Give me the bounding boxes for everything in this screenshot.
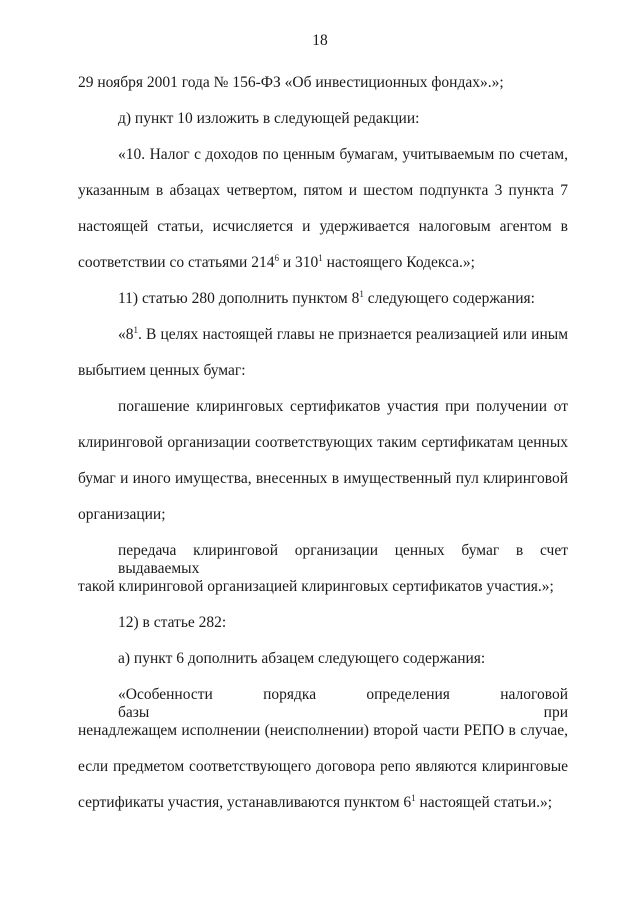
superscript: 1: [359, 289, 364, 299]
text-line: настоящей статьи, исчисляется и удерживается налоговым агентом в: [78, 218, 568, 235]
text-line: погашение клиринговых сертификатов участия при получении от: [118, 398, 568, 415]
text-line: а) пункт 6 дополнить абзацем следующего содержания:: [118, 650, 486, 667]
text-line: 29 ноября 2001 года № 156-ФЗ «Об инвестиционных фондах».»;: [78, 74, 504, 91]
page-number: 18: [312, 32, 328, 49]
superscript: 1: [133, 325, 138, 335]
text-line: такой клиринговой организацией клиринговых сертификатов участия.»;: [78, 578, 554, 595]
text-line: соответствии со статьями $214^6$ и $310^1$ настоящего Кодекса.»;: [78, 253, 475, 271]
text-line: ненадлежащем исполнении (неисполнении) второй части РЕПО в случае,: [78, 722, 568, 739]
superscript: 1: [411, 793, 416, 803]
text-line: д) пункт 10 изложить в следующей редакции:: [118, 110, 420, 127]
text-line: клиринговой организации соответствующих таким сертификатам ценных: [78, 434, 568, 451]
text-line: «$8^1$. В целях настоящей главы не признается реализацией или иным: [118, 325, 568, 343]
text-line: если предметом соответствующего договора репо являются клиринговые: [78, 758, 568, 775]
text-line: указанным в абзацах четвертом, пятом и шестом подпункта 3 пункта 7: [78, 182, 568, 199]
text-line: «Особенности порядка определения налоговой базы при: [118, 686, 568, 721]
text-line: сертификаты участия, устанавливаются пунктом $6^1$ настоящей статьи.»;: [78, 793, 553, 811]
superscript: 6: [274, 253, 279, 263]
superscript: 1: [318, 253, 323, 263]
text-line: бумаг и иного имущества, внесенных в имущественный пул клиринговой: [78, 470, 568, 487]
text-line: выбытием ценных бумаг:: [78, 362, 246, 379]
text-line: 12) в статье 282:: [118, 614, 227, 631]
text-line: 11) статью 280 дополнить пунктом $8^1$ следующего содержания:: [118, 289, 535, 307]
text-line: передача клиринговой организации ценных бумаг в счет выдаваемых: [118, 542, 568, 577]
text-line: «10. Налог с доходов по ценным бумагам, учитываемым по счетам,: [118, 146, 568, 163]
text-line: организации;: [78, 506, 166, 523]
